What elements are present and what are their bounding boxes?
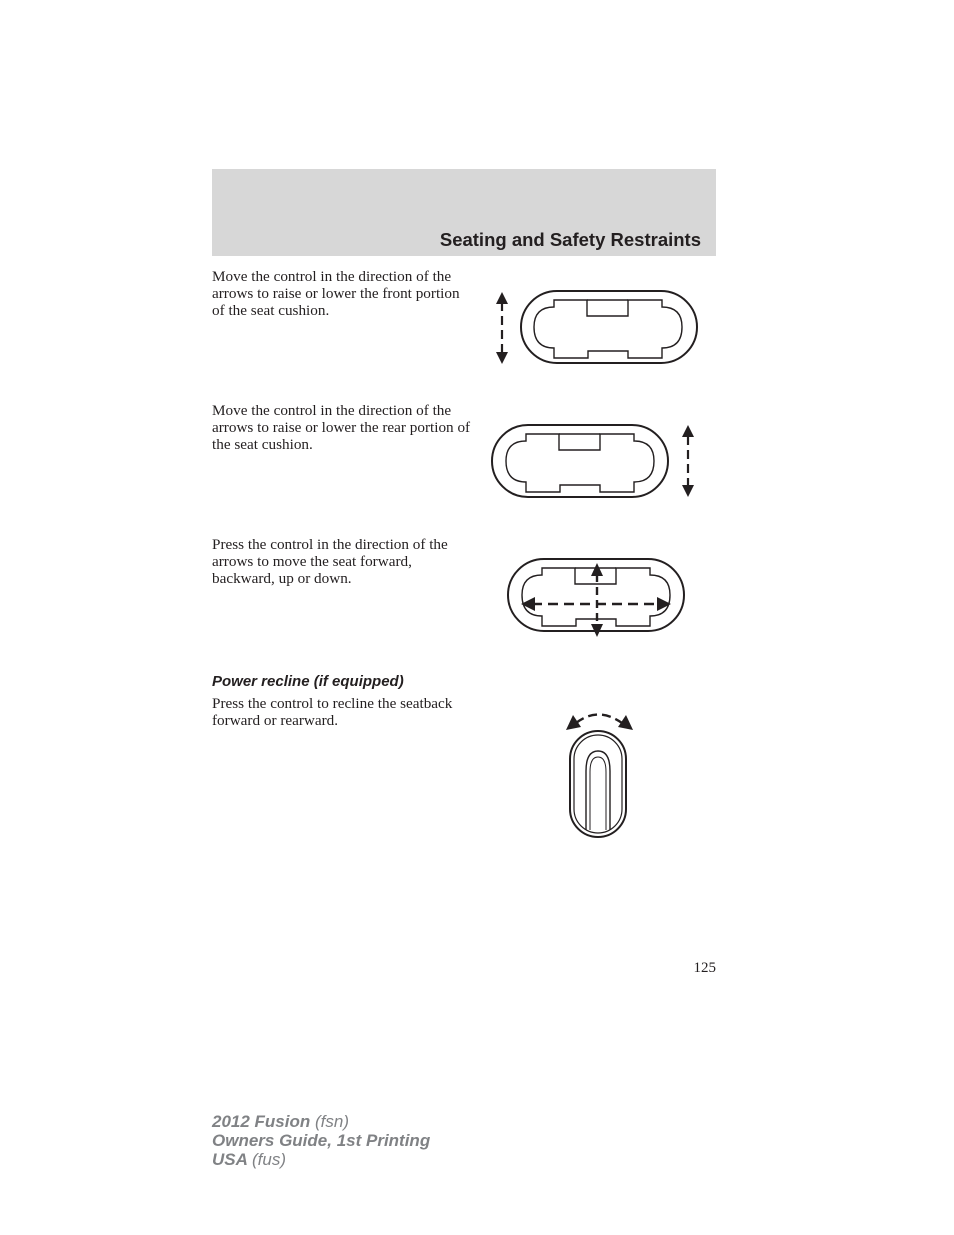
recline-control-icon <box>562 706 638 842</box>
footer-region-code: (fus) <box>252 1150 286 1169</box>
seat-four-way-control-icon <box>506 556 688 638</box>
section-title: Seating and Safety Restraints <box>439 229 701 250</box>
footer <box>212 1112 430 1169</box>
section-header <box>212 169 716 256</box>
footer-line-2: Owners Guide, 1st Printing <box>212 1131 431 1150</box>
seat-rear-tilt-control-icon <box>490 422 700 500</box>
curved-arrow <box>576 715 622 724</box>
seat-front-tilt-control-icon <box>488 288 703 368</box>
footer-line-3 <box>212 1150 430 1169</box>
power-recline-heading: Power recline (if equipped) <box>212 673 404 690</box>
footer-line-1 <box>212 1112 430 1131</box>
power-recline-text: Press the control to recline the seatback forward or rearward. <box>212 695 453 729</box>
footer-model: 2012 Fusion <box>212 1112 311 1131</box>
instruction-text-fourway: Press the control in the direction of the arrows to move the seat forward, backward, up or down. <box>212 536 448 587</box>
instruction-text-front: Move the control in the direction of the arrows to raise or lower the front portion of the seat cushion. <box>212 268 460 319</box>
page-number: 125 <box>693 960 716 976</box>
instruction-text-rear: Move the control in the direction of the arrows to raise or lower the rear portion of the seat cushion. <box>212 402 471 453</box>
footer-model-code: (fsn) <box>315 1112 349 1131</box>
footer-region: USA <box>212 1150 248 1169</box>
